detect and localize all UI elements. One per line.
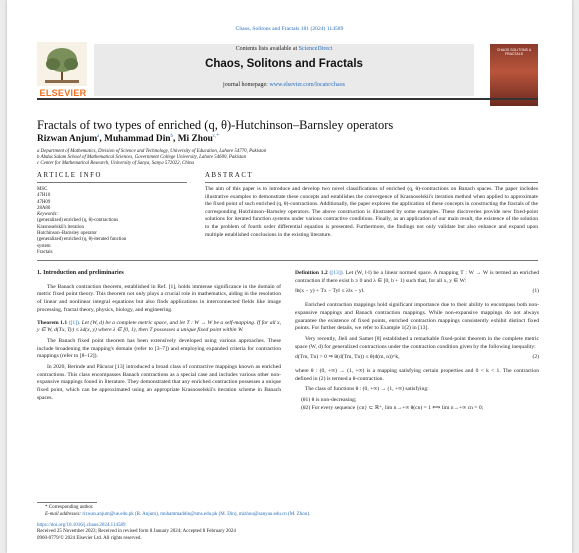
equation-body: ‖b(x − y) + Tx − Ty‖ ≤ λ‖x − y‖.: [295, 288, 365, 295]
publisher-name: ELSEVIER: [39, 88, 87, 98]
received-dates: Received 25 November 2023; Received in revised form 8 January 2024; Accepted 8 February 2024: [37, 529, 236, 535]
definition-label: Definition 1.2: [295, 270, 328, 276]
paragraph: The class of functions θ : (0, +∞) → (1, +∞) satisfying:: [305, 386, 429, 393]
affiliation: c Center for Mathematical Research, University of Sanya, Sanya 572022, China: [37, 161, 194, 166]
keyword: Hutchinson–Barnsley operator: [37, 231, 97, 237]
author-list: Rizwan Anjum$^a$, Muhammad Din$^b$, Mi Zhou$^{c,*}$: [37, 134, 219, 145]
equation-number: (2): [532, 354, 539, 361]
condition-item: (θ2) For every sequence {cn} ⊂ ℝ⁺, lim n→+∞ θ(cn) = 1 ⟺ lim n→+∞ cn = 0;: [301, 404, 484, 411]
keywords-label: Keywords:: [37, 212, 59, 218]
paragraph: In 2020, Berinde and Păcurar [13] introduced a broad class of contractive mappings known as enriched contractions. This class encompasses Banach contractions as a special case and includes various other non-expansive mappings found in literature. They demonstrated that any enriched contraction possesses a unique fixed point, which can be approximated using an appropriate Krasnoselskii's iteration scheme in Banach spaces.: [37, 364, 281, 401]
keyword: (generalized) enriched (q, θ)-iterated function: [37, 237, 127, 243]
article-info-list: [37, 187, 177, 256]
author-affil-marker: a: [97, 134, 100, 139]
author-affil-marker: b: [170, 134, 174, 139]
keyword: system: [37, 243, 51, 249]
footnote-divider: [37, 502, 97, 503]
keyword: Fractals: [37, 249, 53, 255]
journal-homepage: [94, 82, 474, 88]
paragraph: The Banach contraction theorem, established in Ref. [1], holds immense significance in the domain of metric fixed point theory. This theorem not only plays a crucial role in mathematics, aiding in the resolution of linear and nonlinear integral equations but also finds applications in interconnected fields like image processing, fractal theory, physics, biology, and engineering.: [37, 283, 281, 313]
email-addresses[interactable]: rizwan.anjum@ue.edu.pk (R. Anjum), muhammaddin@sms.edu.pk (M. Din), mizhou@sanyau.edu.cn (M. Zhou).: [82, 511, 311, 517]
definition-text: Let (W, ‖·‖) be a linear normed space. A mapping T : W → W is termed an enriched contraction if there exist b ≥ 0 and λ ∈ [0, b + 1) such that, for all x, y ∈ W:: [295, 270, 540, 284]
affiliation: a Department of Mathematics, Division of Science and Technology, University of Education, Lahore 54770, Pakistan: [37, 149, 267, 154]
body-divider: [37, 260, 538, 261]
equation-1: [295, 288, 539, 296]
email-line: [37, 512, 538, 519]
corresponding-note: * Corresponding author.: [45, 505, 94, 510]
condition-item: (θ1) θ is non-decreasing;: [301, 397, 357, 404]
author-name[interactable]: Rizwan Anjum: [37, 134, 98, 145]
journal-title: Chaos, Solitons and Fractals: [205, 58, 363, 70]
theorem-text: Let (W, d) be a complete metric space, and let T : W → W be a self-mapping. If for all x, y ∈ W, d(Tx, Ty) ≤ λd(x, y) where λ ∈ [0, 1), then T possesses a unique fixed point within W.: [37, 319, 281, 334]
homepage-prefix: journal homepage:: [223, 82, 268, 88]
copyright: 0960-0779/© 2024 Elsevier Ltd. All rights reserved.: [37, 536, 142, 542]
author-affil-marker: c,*: [212, 134, 219, 139]
keyword: Krasnoselskii's iteration: [37, 224, 84, 230]
homepage-link[interactable]: www.elsevier.com/locate/chaos: [269, 82, 345, 88]
abstract-text: The aim of this paper is to introduce and develop two novel classifications of enriched (q, θ)-contractions on Banach spaces. The paper includes illustrative examples to demonstrate these concepts and establishes the convergence of Krasnoselskii's iteration method when applied to approximate the fixed point of such enriched (q, θ)-contractions. Additionally, the paper explores the application of these concepts in constructing the fractals of the corresponding Hutchinson–Barnsley operators. The above construction is illustrated by some examples. These discoveries provide new fixed-point solutions for iterated function systems under various contractive conditions. Finally, as an application of our main result, the existence of the solution to the problem of fourth order differential equation is presented. Furthermore, the findings not only validate but also enhance and expand upon multiple established conclusions in the existing literature.: [205, 186, 538, 238]
paragraph: Enriched contraction mappings hold significant importance due to their ability to encompass both non-expansive mappings and Banach contraction mappings. While non-expansive mappings do not always guarantee the existence of fixed points, enriched contraction mappings consistently exhibit distinct fixed points. For further details, we refer to Example 1(2) in [13].: [295, 302, 539, 332]
section-heading: 1. Introduction and preliminaries: [37, 270, 124, 276]
author-name[interactable]: Muhammad Din: [104, 134, 171, 145]
theorem-label: Theorem 1.1: [37, 319, 68, 326]
paragraph: The Banach fixed point theorem has been extensively developed using various approaches. These include broadening the mapping's domain (refer to [3–7]) and employing expanded criteria for contraction mappings (refer to [8–12]).: [37, 337, 281, 360]
info-divider: [37, 182, 187, 183]
abstract-divider: [205, 182, 538, 183]
doi-link[interactable]: https://doi.org/10.1016/j.chaos.2024.114589: [37, 522, 126, 528]
right-column: [295, 270, 539, 413]
author-name[interactable]: Mi Zhou: [177, 134, 213, 145]
left-column: [37, 270, 281, 406]
msc-code: 47H10: [37, 193, 51, 199]
abstract-heading: ABSTRACT: [205, 172, 254, 179]
keyword: (generalized) enriched (q, θ)-contractions: [37, 218, 119, 224]
equation-body: d(Tm, Tn) > 0 ⇒ θ(d(Tm, Tn)) ≤ θ(d(m, n))^k,: [295, 354, 400, 361]
email-prefix: E-mail addresses:: [45, 511, 82, 517]
paper-page: [7, 0, 572, 553]
contents-available: [94, 46, 474, 52]
msc-label: MSC: [37, 187, 48, 192]
journal-reference-link[interactable]: Chaos, Solitons and Fractals 181 (2024) 114589: [235, 26, 344, 32]
msc-code: 28A80: [37, 205, 51, 211]
theorem-ref[interactable]: ([1]).: [68, 319, 81, 326]
affiliation: b Abdus Salam School of Mathematical Sciences, Government College University, Lahore 54600, Pakistan: [37, 155, 247, 160]
definition-ref[interactable]: ([13]).: [329, 270, 344, 276]
article-title: Fractals of two types of enriched (q, θ)-Hutchinson–Barnsley operators: [37, 118, 394, 132]
msc-code: 47H09: [37, 199, 51, 205]
paragraph: Very recently, Jleli and Samet [8] established a remarkable fixed-point theorem in the complete metric space (W, d) for generalized contractions under the contraction condition given by the following inequality:: [295, 335, 539, 350]
header-divider: [37, 98, 538, 100]
paragraph: where θ : (0, +∞) → (1, +∞) is a mapping satisfying certain properties and 0 < k < 1. The contraction defined in (2) is termed a θ-contraction.: [295, 368, 539, 382]
sciencedirect-link[interactable]: ScienceDirect: [298, 46, 333, 52]
equation-2: [295, 354, 539, 362]
article-info-heading: ARTICLE INFO: [37, 172, 103, 179]
available-prefix: Contents lists available at: [235, 46, 298, 52]
equation-number: (1): [532, 288, 539, 295]
journal-cover-title: CHAOS SOLITONS & FRACTALS: [496, 48, 532, 56]
footer: [37, 505, 538, 543]
